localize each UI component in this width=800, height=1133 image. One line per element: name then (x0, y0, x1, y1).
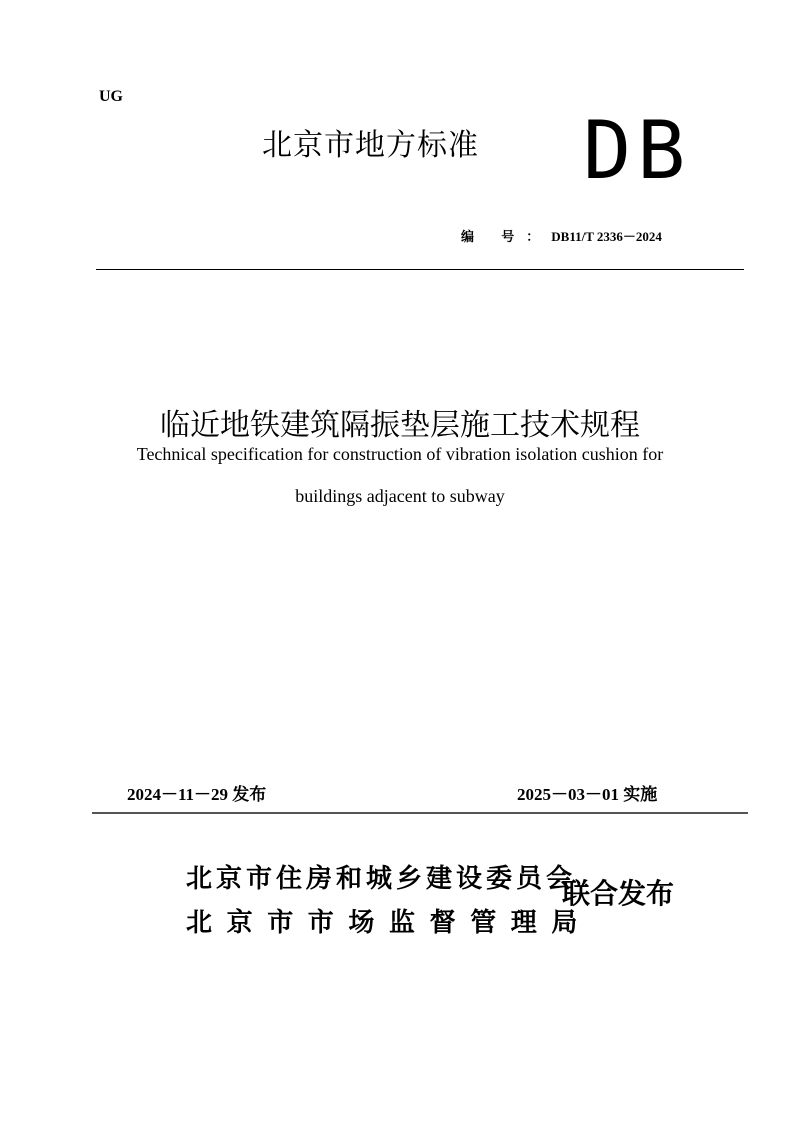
header-divider (96, 269, 744, 270)
issue-date: 2024－11－29 发布 (127, 785, 267, 804)
publisher-1: 北京市住房和城乡建设委员会 (186, 864, 577, 894)
publisher-2: 北京市市场监督管理局 (186, 908, 593, 938)
standard-type: 北京市地方标准 (262, 128, 479, 163)
document-title-en-line1: Technical specification for construction of vibration isolation cushion for (136, 444, 664, 464)
effective-date: 2025－03－01 实施 (517, 785, 658, 804)
standard-number (461, 226, 662, 245)
document-title-en-line2: buildings adjacent to subway (295, 486, 505, 506)
corner-code: UG (99, 88, 123, 105)
db-logo: DB (583, 104, 692, 197)
standard-number-label: 编 号： (461, 229, 552, 244)
standard-number-value: DB11/T 2336－2024 (551, 229, 662, 244)
joint-release-label: 联合发布 (562, 877, 675, 910)
document-title-zh: 临近地铁建筑隔振垫层施工技术规程 (160, 408, 640, 443)
footer-divider (92, 812, 748, 814)
